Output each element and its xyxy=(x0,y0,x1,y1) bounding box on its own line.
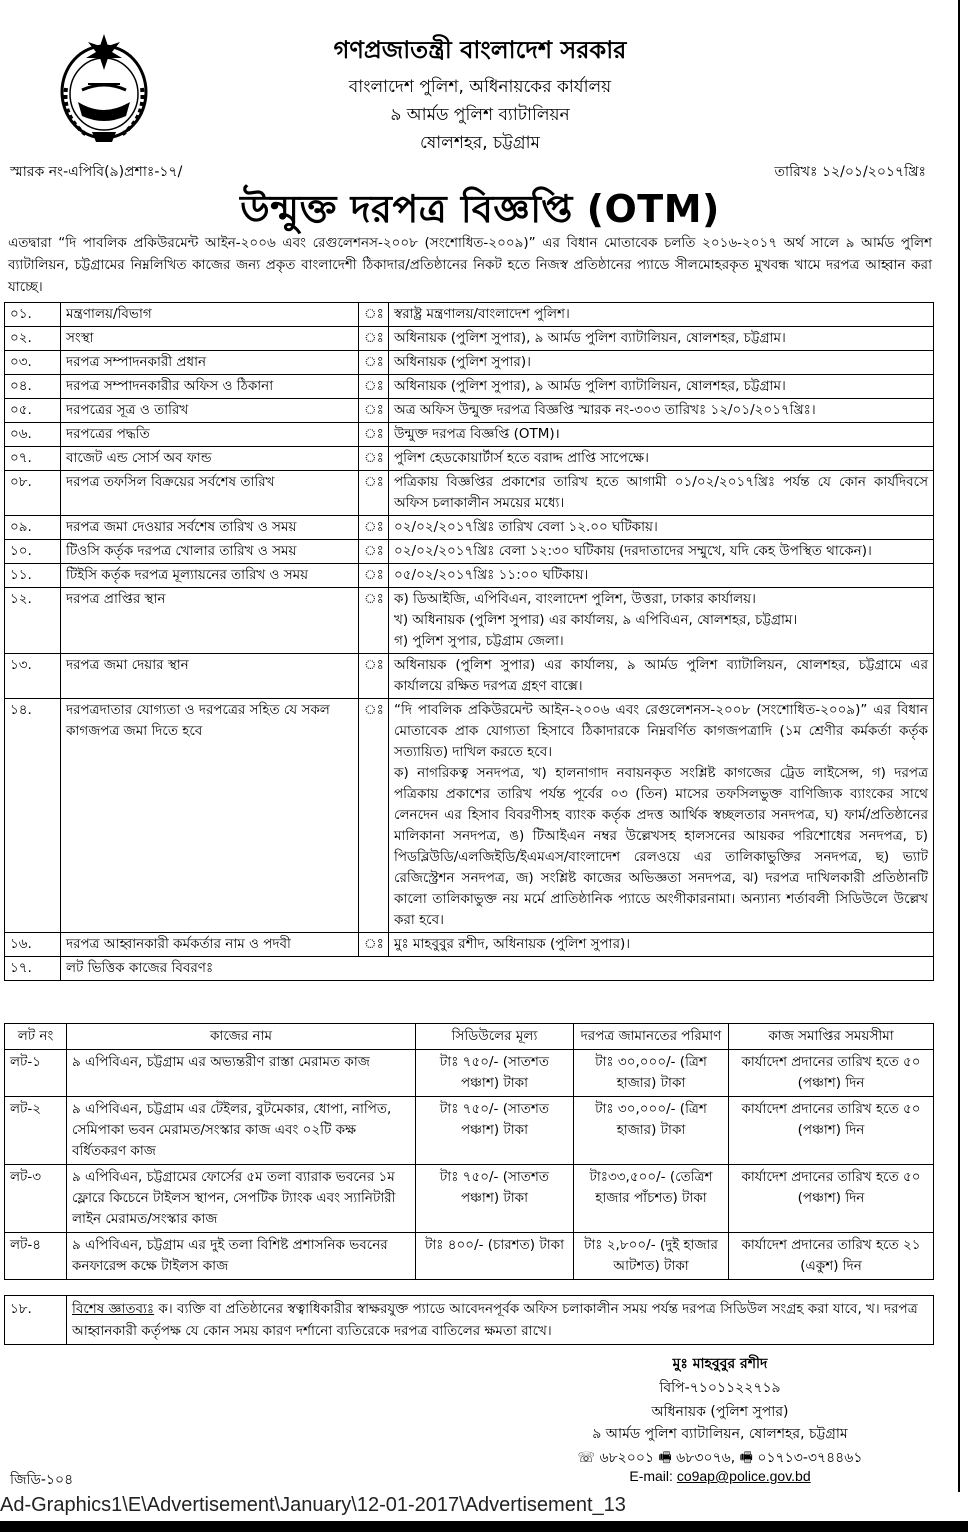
table-row: ০৬. দরপত্রের পদ্ধতি ঃ উন্মুক্ত দরপত্র বিজ্ঞপ্তি (OTM)। xyxy=(5,423,934,447)
notice-title: উন্মুক্ত দরপত্র বিজ্ঞপ্তি (OTM) xyxy=(240,187,720,231)
memo-number: স্মারক নং-এপিবি(৯)প্রশাঃ-১৭/ xyxy=(10,164,183,180)
government-title: গণপ্রজাতন্ত্রী বাংলাদেশ সরকার xyxy=(333,36,627,64)
special-note-text: ক। ব্যক্তি বা প্রতিষ্ঠানের স্বত্বাধিকারীর স্বাক্ষরযুক্ত প্যাডে আবেদনপূর্বক অফিস চলাকালীন সময় পর্যন্ত দরপত্র সিডিউল সংগ্রহ করা যাবে, খ। দরপত্র আহ্বানকারী কর্তৃপক্ষ যে কোন সময় কারণ দর্শানো ব্যতিরেকে দরপত্র বাতিলের ক্ষমতা রাখে। xyxy=(72,1301,918,1339)
contact-email: E-mail: co9ap@police.gov.bd xyxy=(629,1468,811,1484)
table-row: ০৫. দরপত্রের সূত্র ও তারিখ ঃ অত্র অফিস উন্মুক্ত দরপত্র বিজ্ঞপ্তি স্মারক নং-৩০৩ তারিখঃ ১২/০১/২০১৭খ্রিঃ। xyxy=(5,399,934,423)
tender-details-table xyxy=(4,302,934,981)
office-location: ষোলশহর, চট্টগ্রাম xyxy=(419,133,540,153)
lot-row: লট-১ ৯ এপিবিএন, চট্টগ্রাম এর অভ্যন্তরীণ রাস্তা মেরামত কাজ টাঃ ৭৫০/- (সাতশত পঞ্চাশ) টাকা টাঃ ৩০,০০০/- (ত্রিশ হাজার) টাকা কার্যাদেশ প্রদানের তারিখ হতে ৫০ (পঞ্চাশ) দিন xyxy=(5,1050,934,1097)
lot-table xyxy=(4,1023,934,1280)
table-row: ১৬. দরপত্র আহ্বানকারী কর্মকর্তার নাম ও পদবী ঃ মুঃ মাহবুবুর রশীদ, অধিনায়ক (পুলিশ সুপার)। xyxy=(5,933,934,957)
special-note-label: বিশেষ জ্ঞাতব্যঃ xyxy=(72,1301,155,1317)
table-row: ০২. সংস্থা ঃ অধিনায়ক (পুলিশ সুপার), ৯ আর্মড পুলিশ ব্যাটালিয়ন, ষোলশহর, চট্টগ্রাম। xyxy=(5,327,934,351)
signatory-designation: অধিনায়ক (পুলিশ সুপার) xyxy=(651,1404,789,1420)
signatory-bp: বিপি-৭১০১১২২৭১৯ xyxy=(659,1380,781,1396)
table-row: ০৯. দরপত্র জমা দেওয়ার সর্বশেষ তারিখ ও সময় ঃ ০২/০২/২০১৭খ্রিঃ তারিখ বেলা ১২.০০ ঘটিকায়। xyxy=(5,516,934,540)
battalion-name: ৯ আর্মড পুলিশ ব্যাটালিয়ন xyxy=(390,105,570,125)
table-row: ১১. টিইসি কর্তৃক দরপত্র মূল্যায়নের তারিখ ও সময় ঃ ০৫/০২/২০১৭খ্রিঃ ১১:০০ ঘটিকায়। xyxy=(5,564,934,588)
signatory-address: ৯ আর্মড পুলিশ ব্যাটালিয়ন, ষোলশহর, চট্টগ্রাম xyxy=(592,1426,848,1442)
signatory-name: মুঃ মাহবুবুর রশীদ xyxy=(672,1356,768,1372)
lot-table-header: লট নং কাজের নাম সিডিউলের মূল্য দরপত্র জামানতের পরিমাণ কাজ সমাপ্তির সময়সীমা xyxy=(5,1024,934,1050)
table-row: ১৩. দরপত্র জমা দেয়ার স্থান ঃ অধিনায়ক (পুলিশ সুপার) এর কার্যালয়, ৯ আর্মড পুলিশ ব্যাটালিয়ন, ষোলশহর, চট্টগ্রামে এর কার্যালয়ে রক্ষিত দরপত্র গ্রহণ বাক্সে। xyxy=(5,654,934,699)
contact-phone: ☏ ৬৮২০০১ 🖷 ৬৮৩০৭৬, 🖷 ০১৭১৩-৩৭৪৪৬১ xyxy=(577,1450,863,1466)
email-link[interactable]: co9ap@police.gov.bd xyxy=(676,1468,811,1484)
table-row: ১৭. লট ভিত্তিক কাজের বিবরণঃ xyxy=(5,957,934,981)
lot-row: লট-৪ ৯ এপিবিএন, চট্টগ্রাম এর দুই তলা বিশিষ্ট প্রশাসনিক ভবনের কনফারেন্স কক্ষে টাইলস কাজ টাঃ ৪০০/- (চারশত) টাকা টাঃ ২,৮০০/- (দুই হাজার আটশত) টাকা কার্যাদেশ প্রদানের তারিখ হতে ২১ (একুশ) দিন xyxy=(5,1233,934,1280)
table-row: ০৮. দরপত্র তফসিল বিক্রয়ের সর্বশেষ তারিখ ঃ পত্রিকায় বিজ্ঞপ্তির প্রকাশের তারিখ হতে আগামী ০১/০২/২০১৭খ্রিঃ পর্যন্ত যে কোন কার্যদিবসে অফিস চলাকালীন সময়ের মধ্যে। xyxy=(5,471,934,516)
bangladesh-police-emblem xyxy=(48,28,160,148)
table-row: ০১. মন্ত্রণালয়/বিভাগ ঃ স্বরাষ্ট্র মন্ত্রণালয়/বাংলাদেশ পুলিশ। xyxy=(5,303,934,327)
gd-number: জিডি-১০৪ xyxy=(10,1472,74,1488)
table-row: ১০. টিওসি কর্তৃক দরপত্র খোলার তারিখ ও সময় ঃ ০২/০২/২০১৭খ্রিঃ বেলা ১২:৩০ ঘটিকায় (দরদাতাদের সম্মুখে, যদি কেহ উপস্থিত থাকেন)। xyxy=(5,540,934,564)
lot-row: লট-২ ৯ এপিবিএন, চট্টগ্রাম এর টেইলর, বুটমেকার, ধোপা, নাপিত, সেমিপাকা ভবন মেরামত/সংস্কার কাজ এবং ০২টি কক্ষ বর্ধিতকরণ কাজ টাঃ ৭৫০/- (সাতশত পঞ্চাশ) টাকা টাঃ ৩০,০০০/- (ত্রিশ হাজার) টাকা কার্যাদেশ প্রদানের তারিখ হতে ৫০ (পঞ্চাশ) দিন xyxy=(5,1097,934,1165)
office-name: বাংলাদেশ পুলিশ, অধিনায়কের কার্যালয় xyxy=(348,77,612,97)
signature-block xyxy=(0,1300,960,1492)
file-path-footer: Ad-Graphics1\E\Advertisement\January\12-01-2017\Advertisement_13 xyxy=(0,1494,626,1516)
table-row: ১৪. দরপত্রদাতার যোগ্যতা ও দরপত্রের সহিত যে সকল কাগজপত্র জমা দিতে হবে ঃ “দি পাবলিক প্রকিউরমেন্ট আইন-২০০৬ এবং রেগুলেশনস-২০০৮ (সংশোধিত-২০০৯)” এর বিধান মোতাবেক প্রাক যোগ্যতা হিসাবে ঠিকাদারকে নিম্নবর্ণিত কাগজপত্রাদি (১ম শ্রেণীর কর্মকর্তা কর্তৃক সত্যায়িত) দাখিল করতে হবে। ক) নাগরিকত্ব সনদপত্র, খ) হালনাগাদ নবায়নকৃত সংশ্লিষ্ট কাগজের ট্রেড লাইসেন্স, গ) দরপত্র পত্রিকায় প্রকাশের তারিখ পর্যন্ত পূর্বের ০৩ (তিন) মাসের তফসিলভুক্ত বাণিজ্যিক ব্যাংকের সাথে লেনদেন এর হিসাব বিবরণীসহ ব্যাংক কর্তৃক প্রদত্ত আর্থিক স্বচ্ছলতার সনদপত্র, ঘ) ফার্ম/প্রতিষ্ঠানের মালিকানা সনদপত্র, ঙ) টিআইএন নম্বর উল্লেখসহ হালসনের আয়কর পরিশোধের সনদপত্র, চ) পিডব্লিউডি/এলজিইডি/ইএমএস/বাংলাদেশ রেলওয়ে এর তালিকাভুক্তির সনদপত্র, ছ) ভ্যাট রেজিস্ট্রেশন সনদপত্র, জ) সংশ্লিষ্ট কাজের অভিজ্ঞতা সনদপত্র, ঝ) দরপত্র দাখিলকারী প্রতিষ্ঠানটি কালো তালিকাভুক্ত নয় মর্মে প্রাতিষ্ঠানিক প্যাডে অংগীকারনামা। অন্যান্য শর্তাবলী সিডিউলে উল্লেখ করা হবে। xyxy=(5,699,934,933)
table-row: ১২. দরপত্র প্রাপ্তির স্থান ঃ ক) ডিআইজি, এপিবিএন, বাংলাদেশ পুলিশ, উত্তরা, ঢাকার কার্যালয়। খ) অধিনায়ক (পুলিশ সুপার) এর কার্যালয়, ৯ এপিবিএন, ষোলশহর, চট্টগ্রাম। গ) পুলিশ সুপার, চট্টগ্রাম জেলা। xyxy=(5,588,934,654)
table-row: ০৭. বাজেট এন্ড সোর্স অব ফান্ড ঃ পুলিশ হেডকোয়ার্টার্স হতে বরাদ্দ প্রাপ্তি সাপেক্ষে। xyxy=(5,447,934,471)
intro-paragraph: এতদ্বারা “দি পাবলিক প্রকিউরমেন্ট আইন-২০০৬ এবং রেগুলেশনস-২০০৮ (সংশোধিত-২০০৯)” এর বিধান মোতাবেক চলতি ২০১৬-২০১৭ অর্থ সালে ৯ আর্মড পুলিশ ব্যাটালিয়ন, চট্টগ্রামের নিম্নলিখিত কাজের জন্য প্রকৃত বাংলাদেশী ঠিকাদার/প্রতিষ্ঠানের নিকট হতে নিজস্ব প্রতিষ্ঠানের প্যাডে সীলমোহরকৃত মুখবন্ধ খামে দরপত্র আহ্বান করা যাচ্ছে। xyxy=(8,235,932,295)
table-row: ১৮. বিশেষ জ্ঞাতব্যঃ ক। ব্যক্তি বা প্রতিষ্ঠানের স্বত্বাধিকারীর স্বাক্ষরযুক্ত প্যাডে আবেদনপূর্বক অফিস চলাকালীন সময় পর্যন্ত দরপত্র সিডিউল সংগ্রহ করা যাবে, খ। দরপত্র আহ্বানকারী কর্তৃপক্ষ যে কোন সময় কারণ দর্শানো ব্যতিরেকে দরপত্র বাতিলের ক্ষমতা রাখে। xyxy=(5,1296,934,1345)
table-row: ০৪. দরপত্র সম্পাদনকারীর অফিস ও ঠিকানা ঃ অধিনায়ক (পুলিশ সুপার), ৯ আর্মড পুলিশ ব্যাটালিয়ন, ষোলশহর, চট্টগ্রাম। xyxy=(5,375,934,399)
notice-date: তারিখঃ ১২/০১/২০১৭খ্রিঃ xyxy=(774,164,926,180)
lot-row: লট-৩ ৯ এপিবিএন, চট্টগ্রামের ফোর্সের ৫ম তলা ব্যারাক ভবনের ১ম ফ্লোরে কিচেনে টাইলস স্থাপন, সেপটিক ট্যাংক এবং স্যানিটারী লাইন মেরামত/সংস্কার কাজ টাঃ ৭৫০/- (সাতশত পঞ্চাশ) টাকা টাঃ৩৩,৫০০/- (তেত্রিশ হাজার পাঁচশত) টাকা কার্যাদেশ প্রদানের তারিখ হতে ৫০ (পঞ্চাশ) দিন xyxy=(5,1165,934,1233)
bottom-bar xyxy=(0,1521,968,1532)
table-row: ০৩. দরপত্র সম্পাদনকারী প্রধান ঃ অধিনায়ক (পুলিশ সুপার)। xyxy=(5,351,934,375)
